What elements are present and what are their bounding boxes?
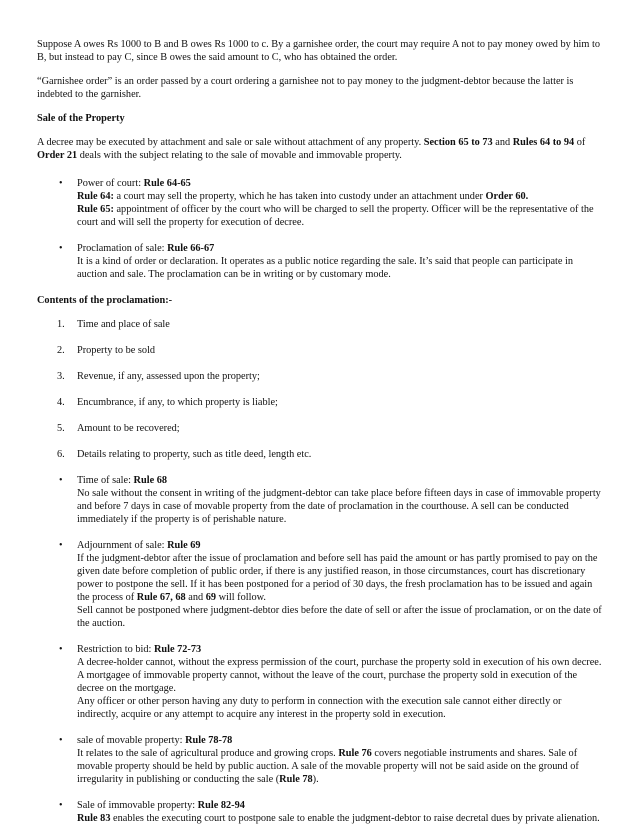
restriction-text-3: Any officer or other person having any duty to perform in connection with the execution sale cannot either directly or indirectly, acquire or any attempt to acquire any interest in the property sold in execution.: [77, 696, 562, 720]
item-title: [77, 539, 604, 552]
list-item: [37, 448, 604, 461]
movable-text: [77, 747, 604, 786]
text: If the judgment-debtor after the issue of proclamation and before sell has paid the amount or has partly promised to pay on the given date before completion of public order, if there is any justified reason, in those circumstances, court has discretionary power to postpone the sell. If it has been postponed for a period of 30 days, the fresh proclamation has to be issued and again the process of: [77, 553, 598, 603]
list-number: 6.: [57, 449, 65, 460]
label: Power of court:: [77, 178, 144, 189]
time-of-sale-text: No sale without the consent in writing of the judgment-debtor can take place before fifteen days in case of immovable property and before 7 days in case of movable property from the date of proclamation in the courthouse. A sell can be conducted immediately if the property is of perishable nature.: [77, 488, 601, 525]
text: of: [574, 137, 586, 148]
intro-paragraph-2: “Garnishee order” is an order passed by a court ordering a garnishee not to pay money to the judgment-debtor because the latter is indebted to the garnisher.: [37, 76, 574, 100]
decree-paragraph: [37, 136, 604, 162]
list-text: Time and place of sale: [77, 319, 170, 330]
rule-ref: Rule 64:: [77, 191, 114, 202]
list-text: Revenue, if any, assessed upon the property;: [77, 371, 260, 382]
rule-ref: Rule 68: [133, 475, 168, 486]
immovable-property-item: [37, 799, 604, 825]
list-number: 5.: [57, 423, 65, 434]
text: and: [492, 137, 513, 148]
restriction-text-1: A decree-holder cannot, without the express permission of the court, purchase the property sold in execution of his own decree.: [77, 657, 602, 668]
list-number: 4.: [57, 397, 65, 408]
list-item: [37, 344, 604, 357]
rule-ref: Rule 78-78: [185, 735, 233, 746]
rule-ref: 69: [205, 592, 216, 603]
label: Adjournment of sale:: [77, 540, 168, 551]
list-text: Encumbrance, if any, to which property is liable;: [77, 397, 278, 408]
list-number: 3.: [57, 371, 65, 382]
list-number: 1.: [57, 319, 65, 330]
list-text: Details relating to property, such as title deed, length etc.: [77, 449, 312, 460]
adjournment-text: [77, 552, 604, 604]
text: covers negotiable instruments and shares. Sale of movable property should be held by public auction. A sale of the movable property will not be said aside on the ground of irregularity in publishing or conducting the sale (: [77, 748, 579, 785]
sale-heading: Sale of the Property: [37, 113, 125, 124]
list-item: [37, 422, 604, 435]
label: sale of movable property:: [77, 735, 186, 746]
label: Sale of immovable property:: [77, 800, 198, 811]
rule-ref: Rule 69: [167, 540, 201, 551]
rules-ref: Rules 64 to 94: [512, 137, 575, 148]
text: will follow.: [216, 592, 266, 603]
rule-ref: Rule 78: [279, 774, 313, 785]
list-item: [37, 396, 604, 409]
label: Proclamation of sale:: [77, 243, 168, 254]
restriction-item: [37, 643, 604, 721]
text: deals with the subject relating to the sale of movable and immovable property.: [77, 150, 402, 161]
label: Restriction to bid:: [77, 644, 154, 655]
time-of-sale-item: [37, 474, 604, 526]
list-item: [37, 370, 604, 383]
list-text: Property to be sold: [77, 345, 156, 356]
text: ).: [312, 774, 319, 785]
rule-ref: Rule 65:: [77, 204, 114, 215]
text: It relates to the sale of agricultural produce and growing crops.: [77, 748, 339, 759]
section-ref: Section 65 to 73: [423, 137, 493, 148]
bullet-list-1: [37, 177, 604, 281]
list-item: [37, 318, 604, 331]
rule-ref: Rule 66-67: [167, 243, 215, 254]
proclamation-text: It is a kind of order or declaration. It operates as a public notice regarding the sale. It’s said that people can participate in auction and sale. The proclamation can be in writing or by customary mode.: [77, 256, 574, 280]
rule-ref: Rule 76: [338, 748, 372, 759]
text: enables the executing court to postpone sale to enable the judgment-debtor to raise decretal dues by private alienation.: [110, 813, 600, 824]
text: A decree may be executed by attachment and sale or sale without attachment of any property.: [37, 137, 424, 148]
list-text: Amount to be recovered;: [77, 423, 180, 434]
rule-65-text: [77, 203, 604, 229]
text: appointment of officer by the court who will be charged to sell the property. Officer will be the representative of the court and will sell the property for execution of decree.: [77, 204, 594, 228]
item-title: [77, 242, 604, 255]
order-ref: Order 60.: [485, 191, 529, 202]
item-title: [77, 177, 604, 190]
restriction-text-2: A mortgagee of immovable property cannot, without the leave of the court, purchase the property sold in execution of the decree on the mortgage.: [77, 670, 578, 694]
rule-ref: Rule 82-94: [197, 800, 245, 811]
text: a court may sell the property, which he has taken into custody under an attachment under: [113, 191, 486, 202]
contents-list: [37, 318, 604, 461]
proclamation-item: [37, 242, 604, 281]
intro-paragraph-1: Suppose A owes Rs 1000 to B and B owes Rs 1000 to c. By a garnishee order, the court may require A not to pay money owed by him to B, but instead to pay C, since B owes the said amount to C, who has obtained the order.: [37, 39, 600, 63]
rule-ref: Rule 83: [77, 813, 111, 824]
order-ref: Order 21: [37, 150, 78, 161]
text: and: [185, 592, 206, 603]
item-title: [77, 734, 604, 747]
item-title: [77, 799, 604, 812]
label: Time of sale:: [77, 475, 134, 486]
adjournment-text-2: Sell cannot be postponed where judgment-debtor dies before the date of sell or after the issue of proclamation, or on the date of the auction.: [77, 605, 602, 629]
rule-64-text: [77, 190, 604, 203]
item-title: [77, 643, 604, 656]
item-title: [77, 474, 604, 487]
rule-ref: Rule 67, 68: [136, 592, 186, 603]
bullet-list-2: [37, 474, 604, 825]
rule-ref: Rule 72-73: [153, 644, 202, 655]
immovable-text: [77, 812, 604, 825]
contents-heading: Contents of the proclamation:-: [37, 295, 173, 306]
rule-ref: Rule 64-65: [143, 178, 191, 189]
movable-property-item: [37, 734, 604, 786]
power-of-court-item: [37, 177, 604, 229]
list-number: 2.: [57, 345, 65, 356]
adjournment-item: [37, 539, 604, 630]
